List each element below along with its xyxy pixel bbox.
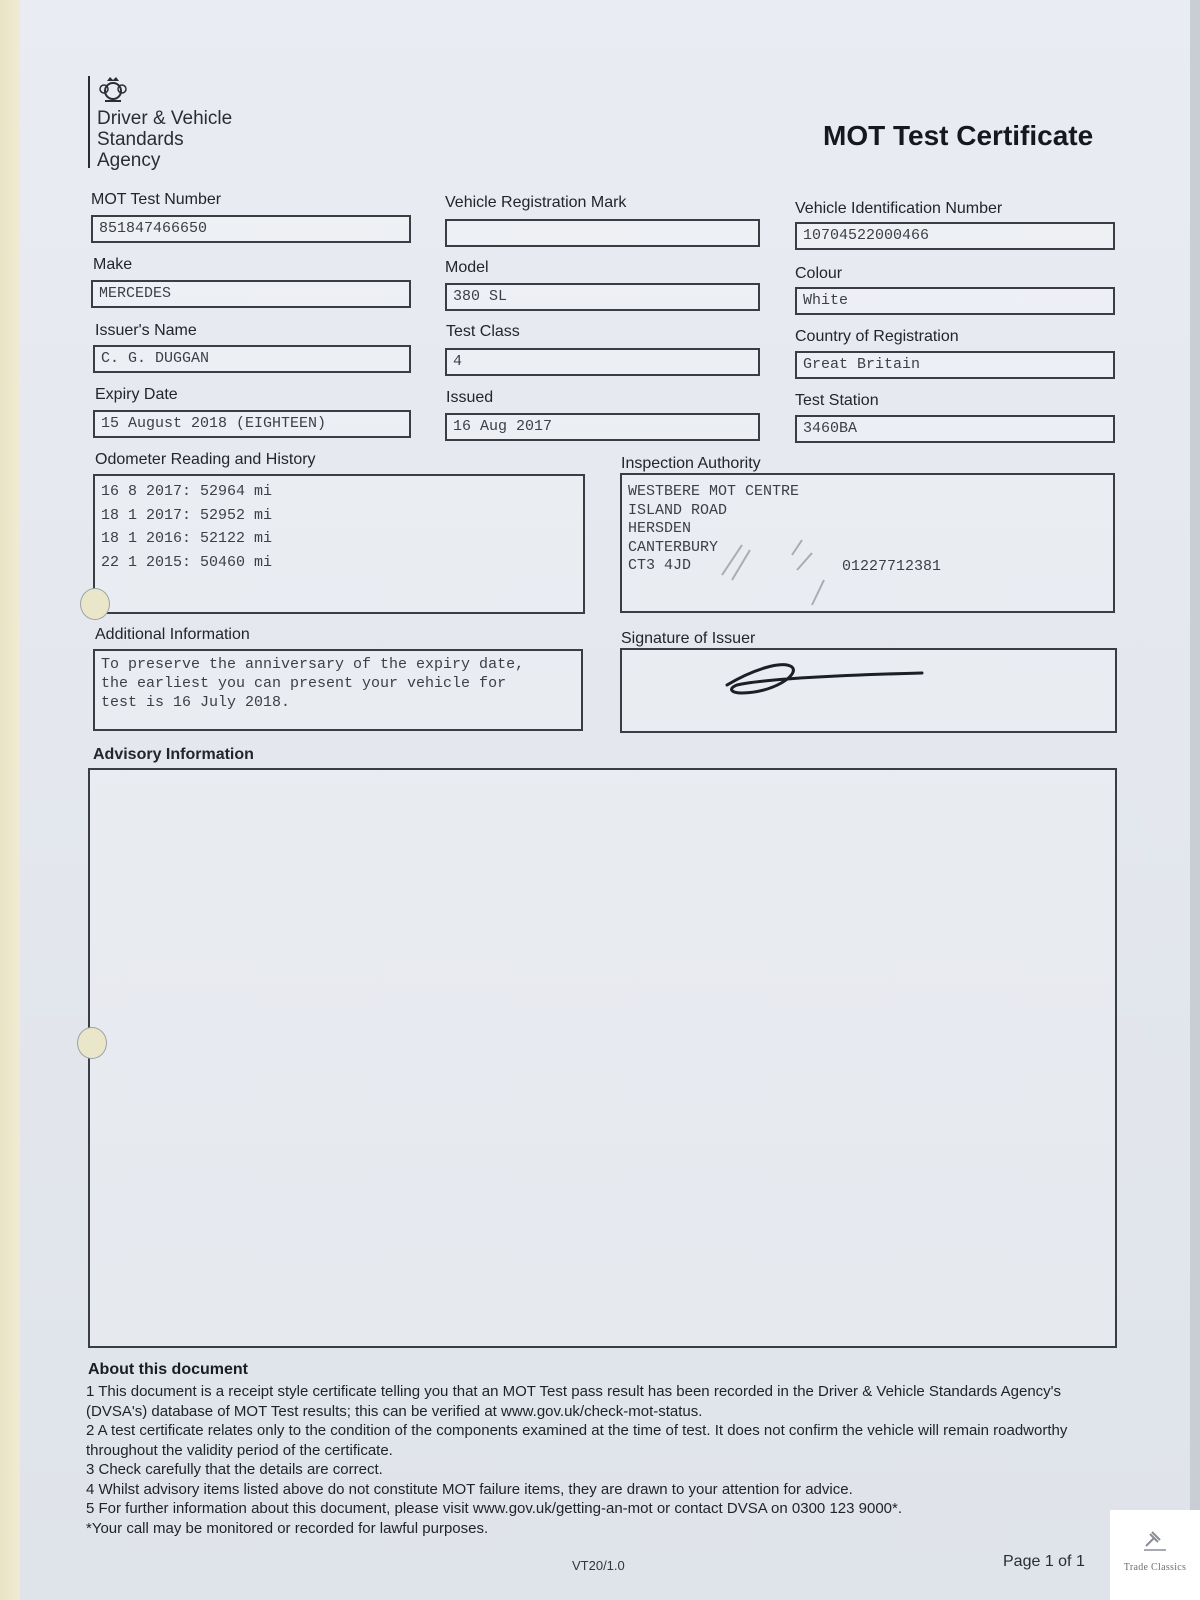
issued-label: Issued [446,389,494,406]
agency-line-3: Agency [97,150,161,171]
agency-name [97,108,232,171]
royal-crest-icon [96,76,130,104]
expiry-date-label: Expiry Date [95,386,178,403]
vehicle-identification-number-label: Vehicle Identification Number [795,200,1003,217]
gavel-icon [1140,1526,1170,1554]
additional-information-box [93,649,583,731]
test-station-label: Test Station [795,392,879,409]
about-paragraph-2: 2 A test certificate relates only to the condition of the components examined at the time of test. It does not confirm the vehicle will remain roadworthy throughout the validity period of the certificate. [86,1422,1068,1459]
odometer-box [93,474,585,614]
authority-line-5: CT3 4JD [628,557,692,574]
form-code: VT20/1.0 [572,1558,625,1573]
inspection-authority-box [620,473,1115,613]
authority-line-1: WESTBERE MOT CENTRE [628,483,800,500]
odometer-entry-4: 22 1 2015: 50460 mi [101,553,273,571]
about-body [86,1382,1116,1538]
about-footnote: *Your call may be monitored or recorded for lawful purposes. [86,1519,489,1537]
odometer-entry-1: 16 8 2017: 52964 mi [101,483,273,500]
advisory-information-box [88,768,1117,1348]
country-of-registration-label: Country of Registration [795,328,959,345]
additional-information-label: Additional Information [95,626,250,643]
smudge-marks [702,525,842,615]
vehicle-registration-mark-field [445,219,760,247]
page-number: Page 1 of 1 [1003,1553,1085,1570]
issuers-name-field: C. G. DUGGAN [93,345,411,373]
punch-hole-upper [80,588,110,620]
model-label: Model [445,259,489,276]
signature-box [620,648,1117,733]
logo-divider [88,76,90,168]
issued-field: 16 Aug 2017 [445,413,760,441]
mot-test-number-label: MOT Test Number [91,191,222,208]
make-field: MERCEDES [91,280,411,308]
page-edge [0,0,22,1600]
about-title: About this document [88,1361,248,1378]
mot-test-number-field: 851847466650 [91,215,411,243]
country-of-registration-field: Great Britain [795,351,1115,379]
vehicle-identification-number-field: 10704522000466 [795,222,1115,250]
signature-label: Signature of Issuer [621,630,756,647]
agency-line-2: Standards [97,129,184,150]
authority-line-2: ISLAND ROAD [628,501,728,519]
watermark-text: Trade Classics [1123,1562,1187,1573]
odometer-label: Odometer Reading and History [95,451,316,468]
advisory-information-label: Advisory Information [93,746,254,763]
test-station-field: 3460BA [795,415,1115,443]
issuers-name-label: Issuer's Name [95,322,197,339]
test-class-field: 4 [445,348,760,376]
punch-hole-lower [77,1027,107,1059]
document-title: MOT Test Certificate [823,120,1094,151]
colour-field: White [795,287,1115,315]
colour-label: Colour [795,265,843,282]
about-paragraph-5: 5 For further information about this document, please visit www.gov.uk/getting-an-mot or contact DVSA on 0300 123 9000*. [86,1500,903,1517]
authority-line-4: CANTERBURY [628,538,719,556]
expiry-date-field: 15 August 2018 (EIGHTEEN) [93,410,411,438]
inspection-authority-label: Inspection Authority [621,455,761,472]
about-paragraph-4: 4 Whilst advisory items listed above do not constitute MOT failure items, they are drawn to your attention for advice. [86,1480,853,1498]
about-paragraph-1: 1 This document is a receipt style certificate telling you that an MOT Test pass result has been recorded in the Driver & Vehicle Standards Agency's (DVSA's) database of MOT Test results; this can be verified at www.gov.uk/check-mot-status. [86,1383,1062,1420]
additional-line-3: test is 16 July 2018. [101,694,291,711]
about-paragraph-3: 3 Check carefully that the details are correct. [86,1461,383,1478]
odometer-entry-3: 18 1 2016: 52122 mi [101,530,273,547]
signature-mark [722,655,982,715]
odometer-entry-2: 18 1 2017: 52952 mi [101,506,273,524]
test-class-label: Test Class [446,323,520,340]
authority-line-3: HERSDEN [628,520,692,537]
additional-line-2: the earliest you can present your vehicle for [101,675,507,692]
make-label: Make [93,256,133,273]
vehicle-registration-mark-label: Vehicle Registration Mark [445,194,627,211]
additional-line-1: To preserve the anniversary of the expiry date, [101,656,525,673]
model-field: 380 SL [445,283,760,311]
trade-classics-watermark [1110,1510,1200,1600]
agency-line-1: Driver & Vehicle [97,108,233,129]
authority-phone: 01227712381 [842,558,942,575]
